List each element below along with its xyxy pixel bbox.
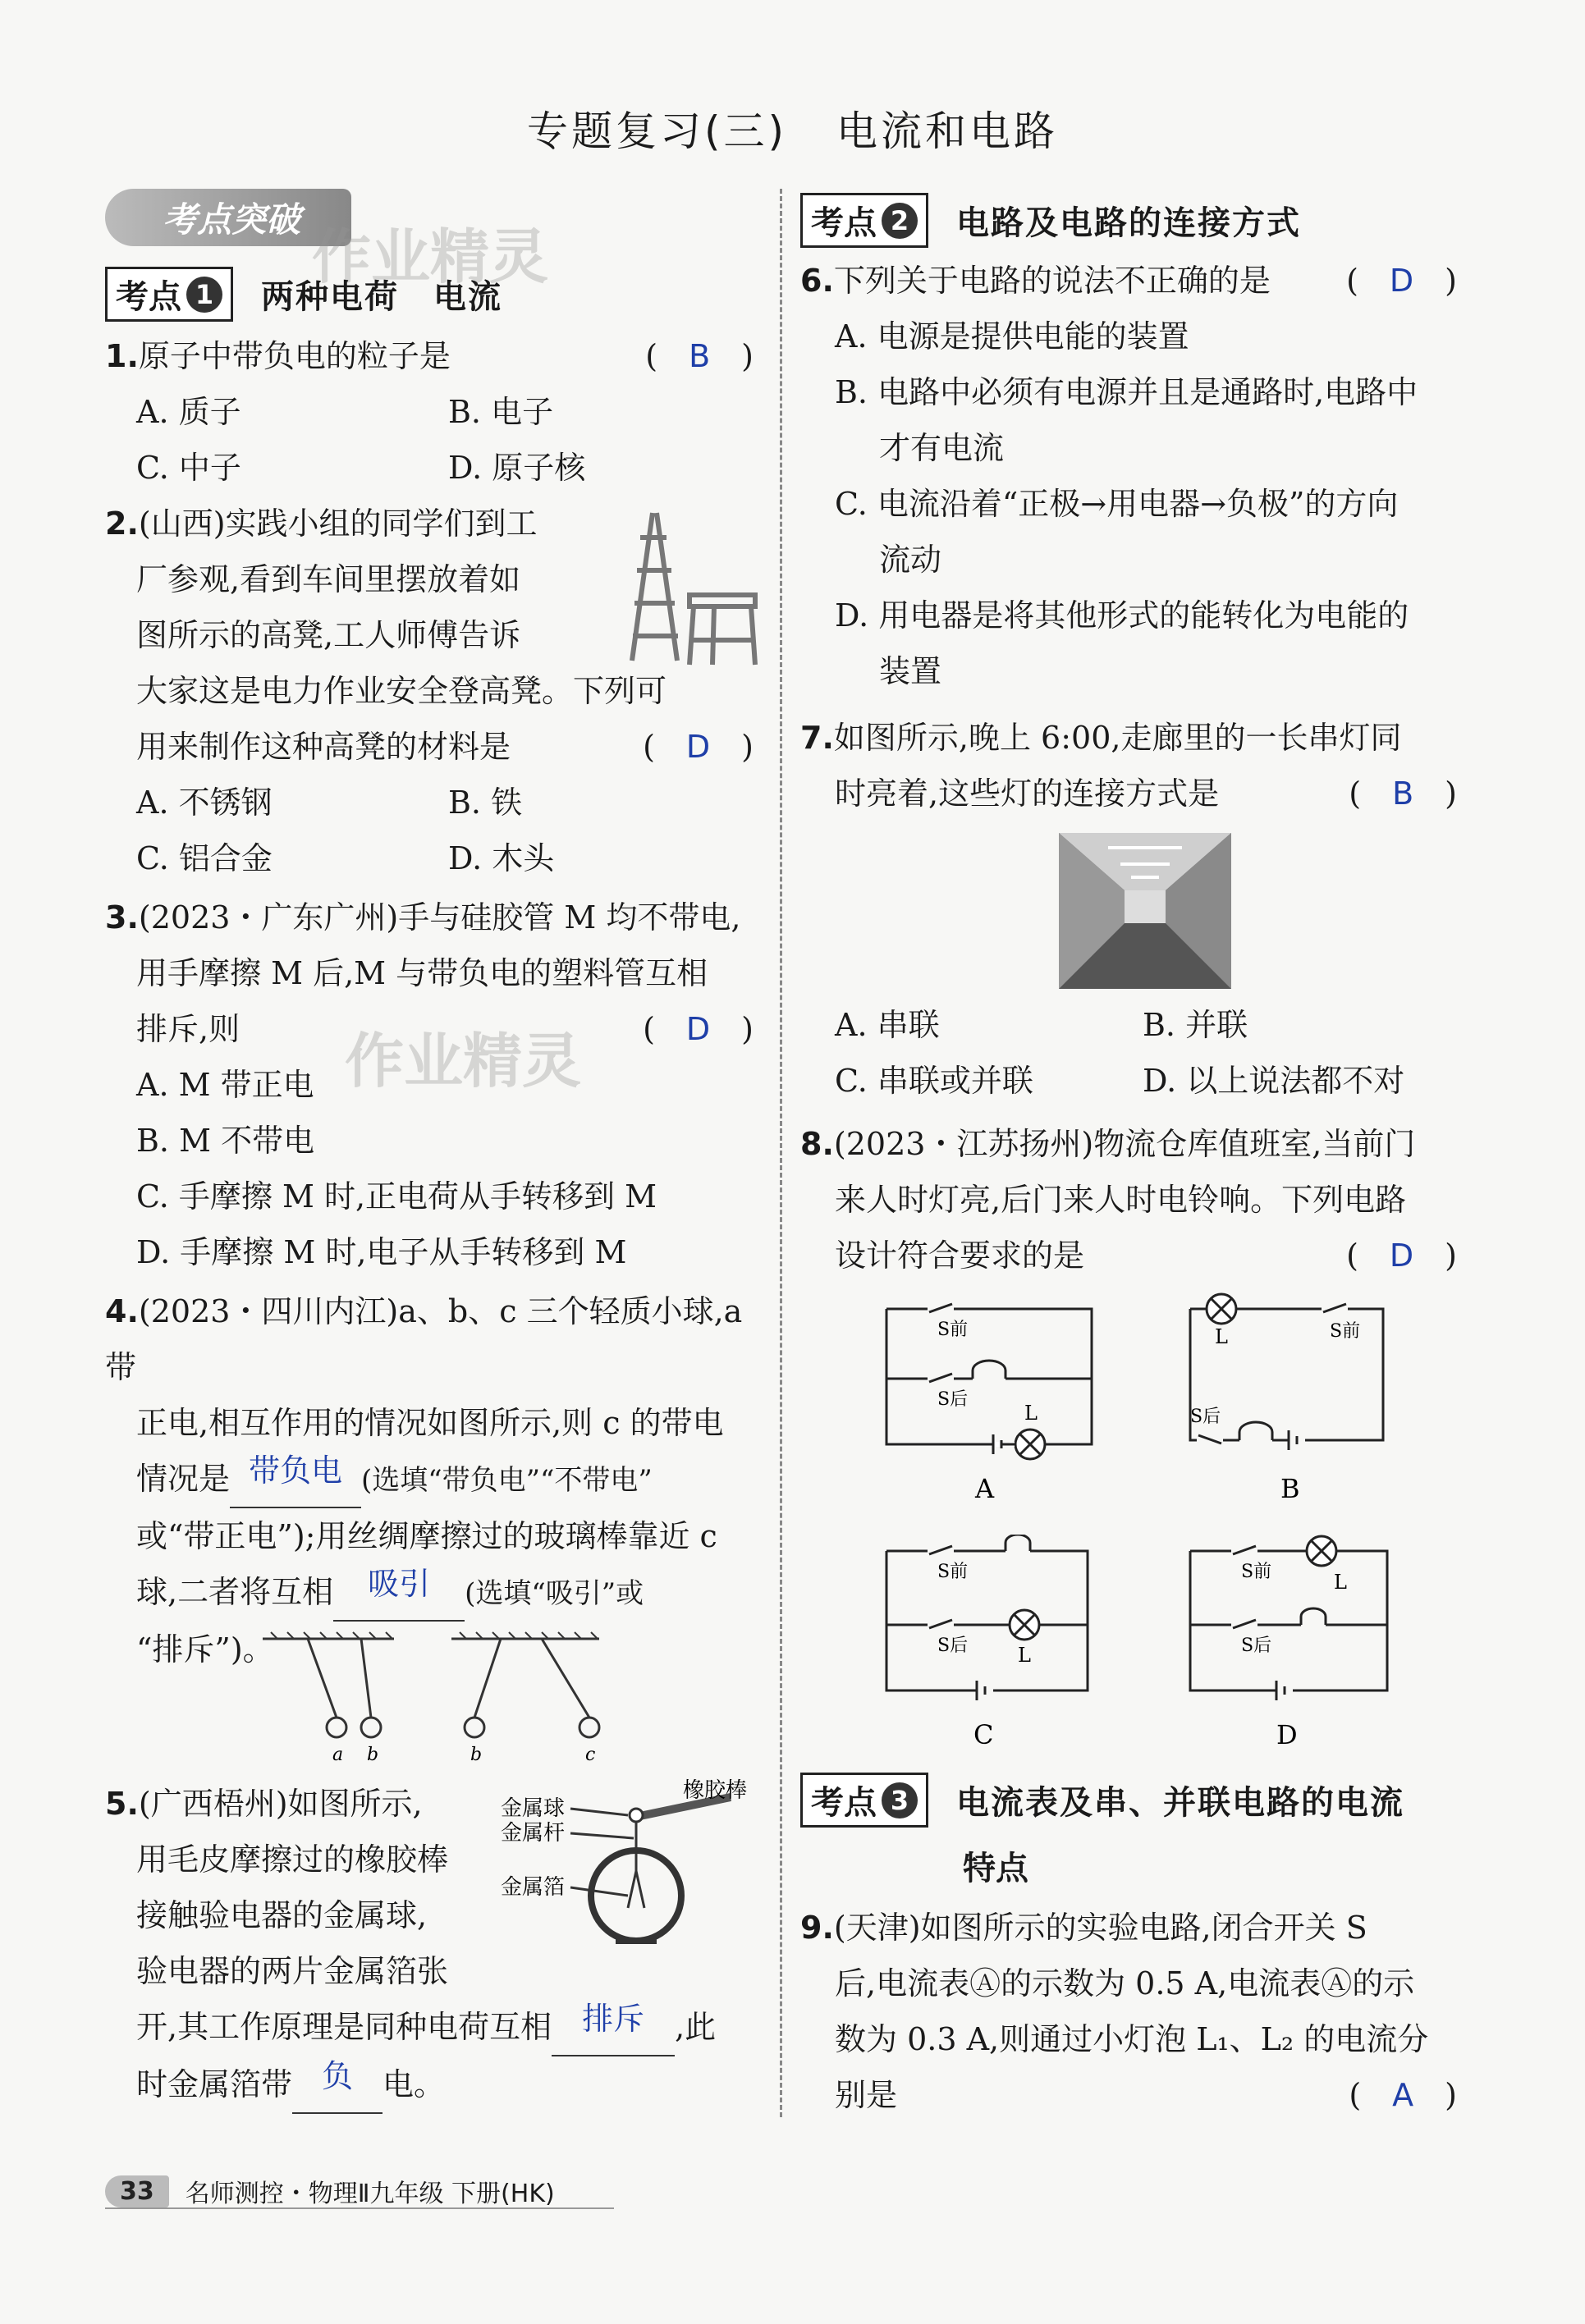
question-number: 1. [105,338,139,374]
question-number: 9. [800,1910,834,1946]
question-text: 图所示的高凳,工人师傅告诉 [136,617,521,653]
question-6 [800,253,1457,699]
switch-label: S前 [937,1320,969,1340]
answer-paren: ( A ) [1349,2077,1457,2113]
answer-blank [230,1451,361,1508]
answer: D [685,729,711,765]
section-label: 考点 [811,204,877,242]
question-text: (2023・四川内江)a、b、c 三个轻质小球,a 带 [105,1293,743,1385]
option: B. 并联 [1143,1007,1248,1043]
option: D. 木头 [448,840,555,876]
answer-paren: ( D ) [643,1011,754,1047]
option: A. 质子 [136,394,241,430]
question-text: (天津)如图所示的实验电路,闭合开关 S [833,1910,1367,1946]
lamp-label: L [1018,1644,1031,1667]
section-title: 两种电荷 电流 [261,278,502,316]
question-text: 原子中带负电的粒子是 [138,338,451,374]
question-text: 数为 0.3 A,则通过小灯泡 L₁、L₂ 的电流分 [835,2021,1429,2057]
answer: D [685,1011,711,1047]
answer: 吸引 [368,1566,431,1602]
question-number: 7. [800,720,834,756]
option: B. 电路中必须有电源并且是通路时,电路中 [835,374,1418,410]
ball-label: b [367,1745,379,1765]
corridor-photo [1059,833,1231,989]
answer: B [1392,775,1414,812]
page-number: 33 [105,2175,169,2207]
answer-blank [552,1999,675,2056]
option: A. M 带正电 [136,1067,314,1103]
answer: 带负电 [249,1452,343,1489]
lamp-label: L [1334,1571,1347,1594]
fig-label: 金属球 [501,1796,566,1821]
question-text: 来人时灯亮,后门来人时电铃响。下列电路 [835,1182,1407,1218]
question-text: (选填“带负电”“不带电” [361,1464,653,1497]
option: C. 手摩擦 M 时,正电荷从手转移到 M [136,1178,657,1215]
question-text: (选填“吸引”或 [465,1577,644,1610]
option: 流动 [879,542,942,578]
section-title: 电流表及串、并联电路的电流 [956,1784,1404,1822]
circuit-label: A [975,1473,995,1504]
answer-paren: ( D ) [1346,1237,1457,1274]
answer: 排斥 [582,2001,645,2037]
charged-balls-figure [254,1629,607,1768]
question-7 [800,710,1457,821]
section-title: 电路及电路的连接方式 [956,204,1301,242]
switch-label: S前 [1241,1562,1272,1582]
fig-label: 金属杆 [501,1821,566,1846]
option: C. 串联或并联 [835,1063,1033,1099]
answer-blank [292,2056,383,2114]
question-text: 别是 [835,2077,898,2113]
section-heading-3 [800,1773,1404,1828]
option: C. 电流沿着“正极→用电器→负极”的方向 [835,486,1399,522]
question-text: 时金属箔带 [136,2066,293,2102]
option: D. 手摩擦 M 时,电子从手转移到 M [136,1234,627,1270]
circuit-label: D [1276,1719,1298,1748]
section-label: 考点 [116,278,181,316]
title-main: 专题复习(三) [526,108,787,155]
section-title-cont: 特点 [963,1850,1028,1887]
book-title: 名师测控・物理Ⅱ九年级 下册(HK) [185,2180,555,2208]
circuit-c [878,1535,1108,1748]
section-label: 考点 [811,1784,877,1822]
option: A. 电源是提供电能的装置 [835,318,1189,355]
question-number: 3. [105,899,139,936]
page-footer [105,2173,555,2209]
question-text: (2023・广东广州)手与硅胶管 M 均不带电, [138,899,741,936]
ball-label: b [470,1745,483,1765]
question-text: 或“带正电”);用丝绸摩擦过的玻璃棒靠近 c [136,1518,717,1554]
lamp-label: L [1215,1325,1228,1348]
question-number: 5. [105,1786,139,1822]
question-text: (山西)实践小组的同学们到工 [138,506,538,542]
question-text: 厂参观,看到车间里摆放着如 [136,561,521,597]
option: B. 电子 [448,394,554,430]
banner-text: 考点突破 [163,199,301,240]
question-text: (2023・江苏扬州)物流仓库值班室,当前门 [833,1126,1416,1162]
question-text: 后,电流表Ⓐ的示数为 0.5 A,电流表Ⓐ的示 [835,1965,1415,2001]
question-text: 排斥,则 [136,1011,240,1047]
answer-paren: ( D ) [1346,263,1457,299]
question-9 [800,1900,1457,2123]
answer: A [1392,2077,1414,2113]
option: D. 以上说法都不对 [1143,1063,1405,1099]
question-text: 用来制作这种高凳的材料是 [136,729,511,765]
question-number: 4. [105,1293,139,1329]
fig-label: 金属箔 [501,1875,566,1900]
option: C. 中子 [136,450,241,486]
question-number: 2. [105,506,139,542]
ball-label: a [332,1745,344,1765]
option: B. M 不带电 [136,1123,315,1159]
section-number: 1 [186,277,222,313]
question-text: 下列关于电路的说法不正确的是 [833,263,1271,299]
switch-label: S后 [1190,1407,1221,1427]
answer: 负 [322,2058,354,2094]
answer-paren: ( B ) [1349,775,1457,812]
question-text: 验电器的两片金属箔张 [136,1953,449,1989]
section-number: 2 [882,203,918,239]
electroscope-figure [492,1773,763,1953]
option: 才有电流 [879,430,1005,466]
ladder-stool-figure [607,505,772,669]
question-text: (广西梧州)如图所示, [138,1786,423,1822]
option: C. 铝合金 [136,840,273,876]
switch-label: S后 [1241,1635,1272,1656]
lamp-label: L [1024,1402,1038,1425]
fig-label: 橡胶棒 [683,1778,748,1803]
circuit-b [1182,1292,1412,1506]
question-text: “排斥”)。 [136,1631,274,1668]
section-number: 3 [882,1782,918,1818]
question-3 [105,890,754,1280]
switch-label: S后 [937,1635,969,1656]
circuit-d [1182,1535,1412,1748]
switch-label: S后 [937,1389,969,1410]
section-heading-2 [800,193,1301,248]
question-text: 正电,相互作用的情况如图所示,则 c 的带电 [136,1405,724,1441]
question-text: 球,二者将互相 [136,1574,334,1610]
watermark: 作业精灵 [345,1027,582,1096]
question-7-options [800,997,1457,1109]
circuit-label: B [1280,1473,1300,1504]
option: B. 铁 [448,785,523,821]
question-text: 用手摩擦 M 后,M 与带负电的塑料管互相 [136,955,708,991]
question-text: ,此 [675,2009,717,2045]
answer: D [1389,1237,1414,1274]
question-text: 情况是 [136,1461,231,1497]
option: D. 用电器是将其他形式的能转化为电能的 [835,597,1409,634]
question-text: 接触验电器的金属球, [136,1897,428,1933]
question-text: 开,其工作原理是同种电荷互相 [136,2009,552,2045]
question-8 [800,1116,1457,1283]
question-1 [105,328,754,496]
question-number: 6. [800,263,834,299]
circuit-label: C [973,1719,994,1748]
answer: D [1389,263,1414,299]
watermark: 作业精灵 [312,222,549,291]
option: A. 不锈钢 [136,785,273,821]
circuit-a [878,1292,1108,1506]
answer-paren: ( D ) [643,729,754,765]
option: 装置 [879,653,942,689]
question-4 [105,1283,754,1677]
answer-paren: ( B ) [645,338,754,374]
question-text: 电。 [383,2066,446,2102]
question-number: 8. [800,1126,834,1162]
section-heading-1 [105,267,502,322]
page-title [0,98,1585,158]
question-text: 设计符合要求的是 [835,1237,1085,1274]
ball-label: c [585,1745,596,1765]
answer-blank [333,1564,465,1622]
question-text: 时亮着,这些灯的连接方式是 [835,775,1220,812]
title-sub: 电流和电路 [836,108,1058,155]
column-divider [780,189,782,2117]
question-text: 如图所示,晚上 6:00,走廊里的一长串灯同 [833,720,1402,756]
question-text: 用毛皮摩擦过的橡胶棒 [136,1841,449,1878]
option: A. 串联 [835,1007,940,1043]
answer: B [689,338,711,374]
switch-label: S前 [937,1562,969,1582]
option: D. 原子核 [448,450,586,486]
switch-label: S前 [1330,1321,1361,1342]
question-text: 大家这是电力作业安全登高凳。下列可 [136,673,667,709]
